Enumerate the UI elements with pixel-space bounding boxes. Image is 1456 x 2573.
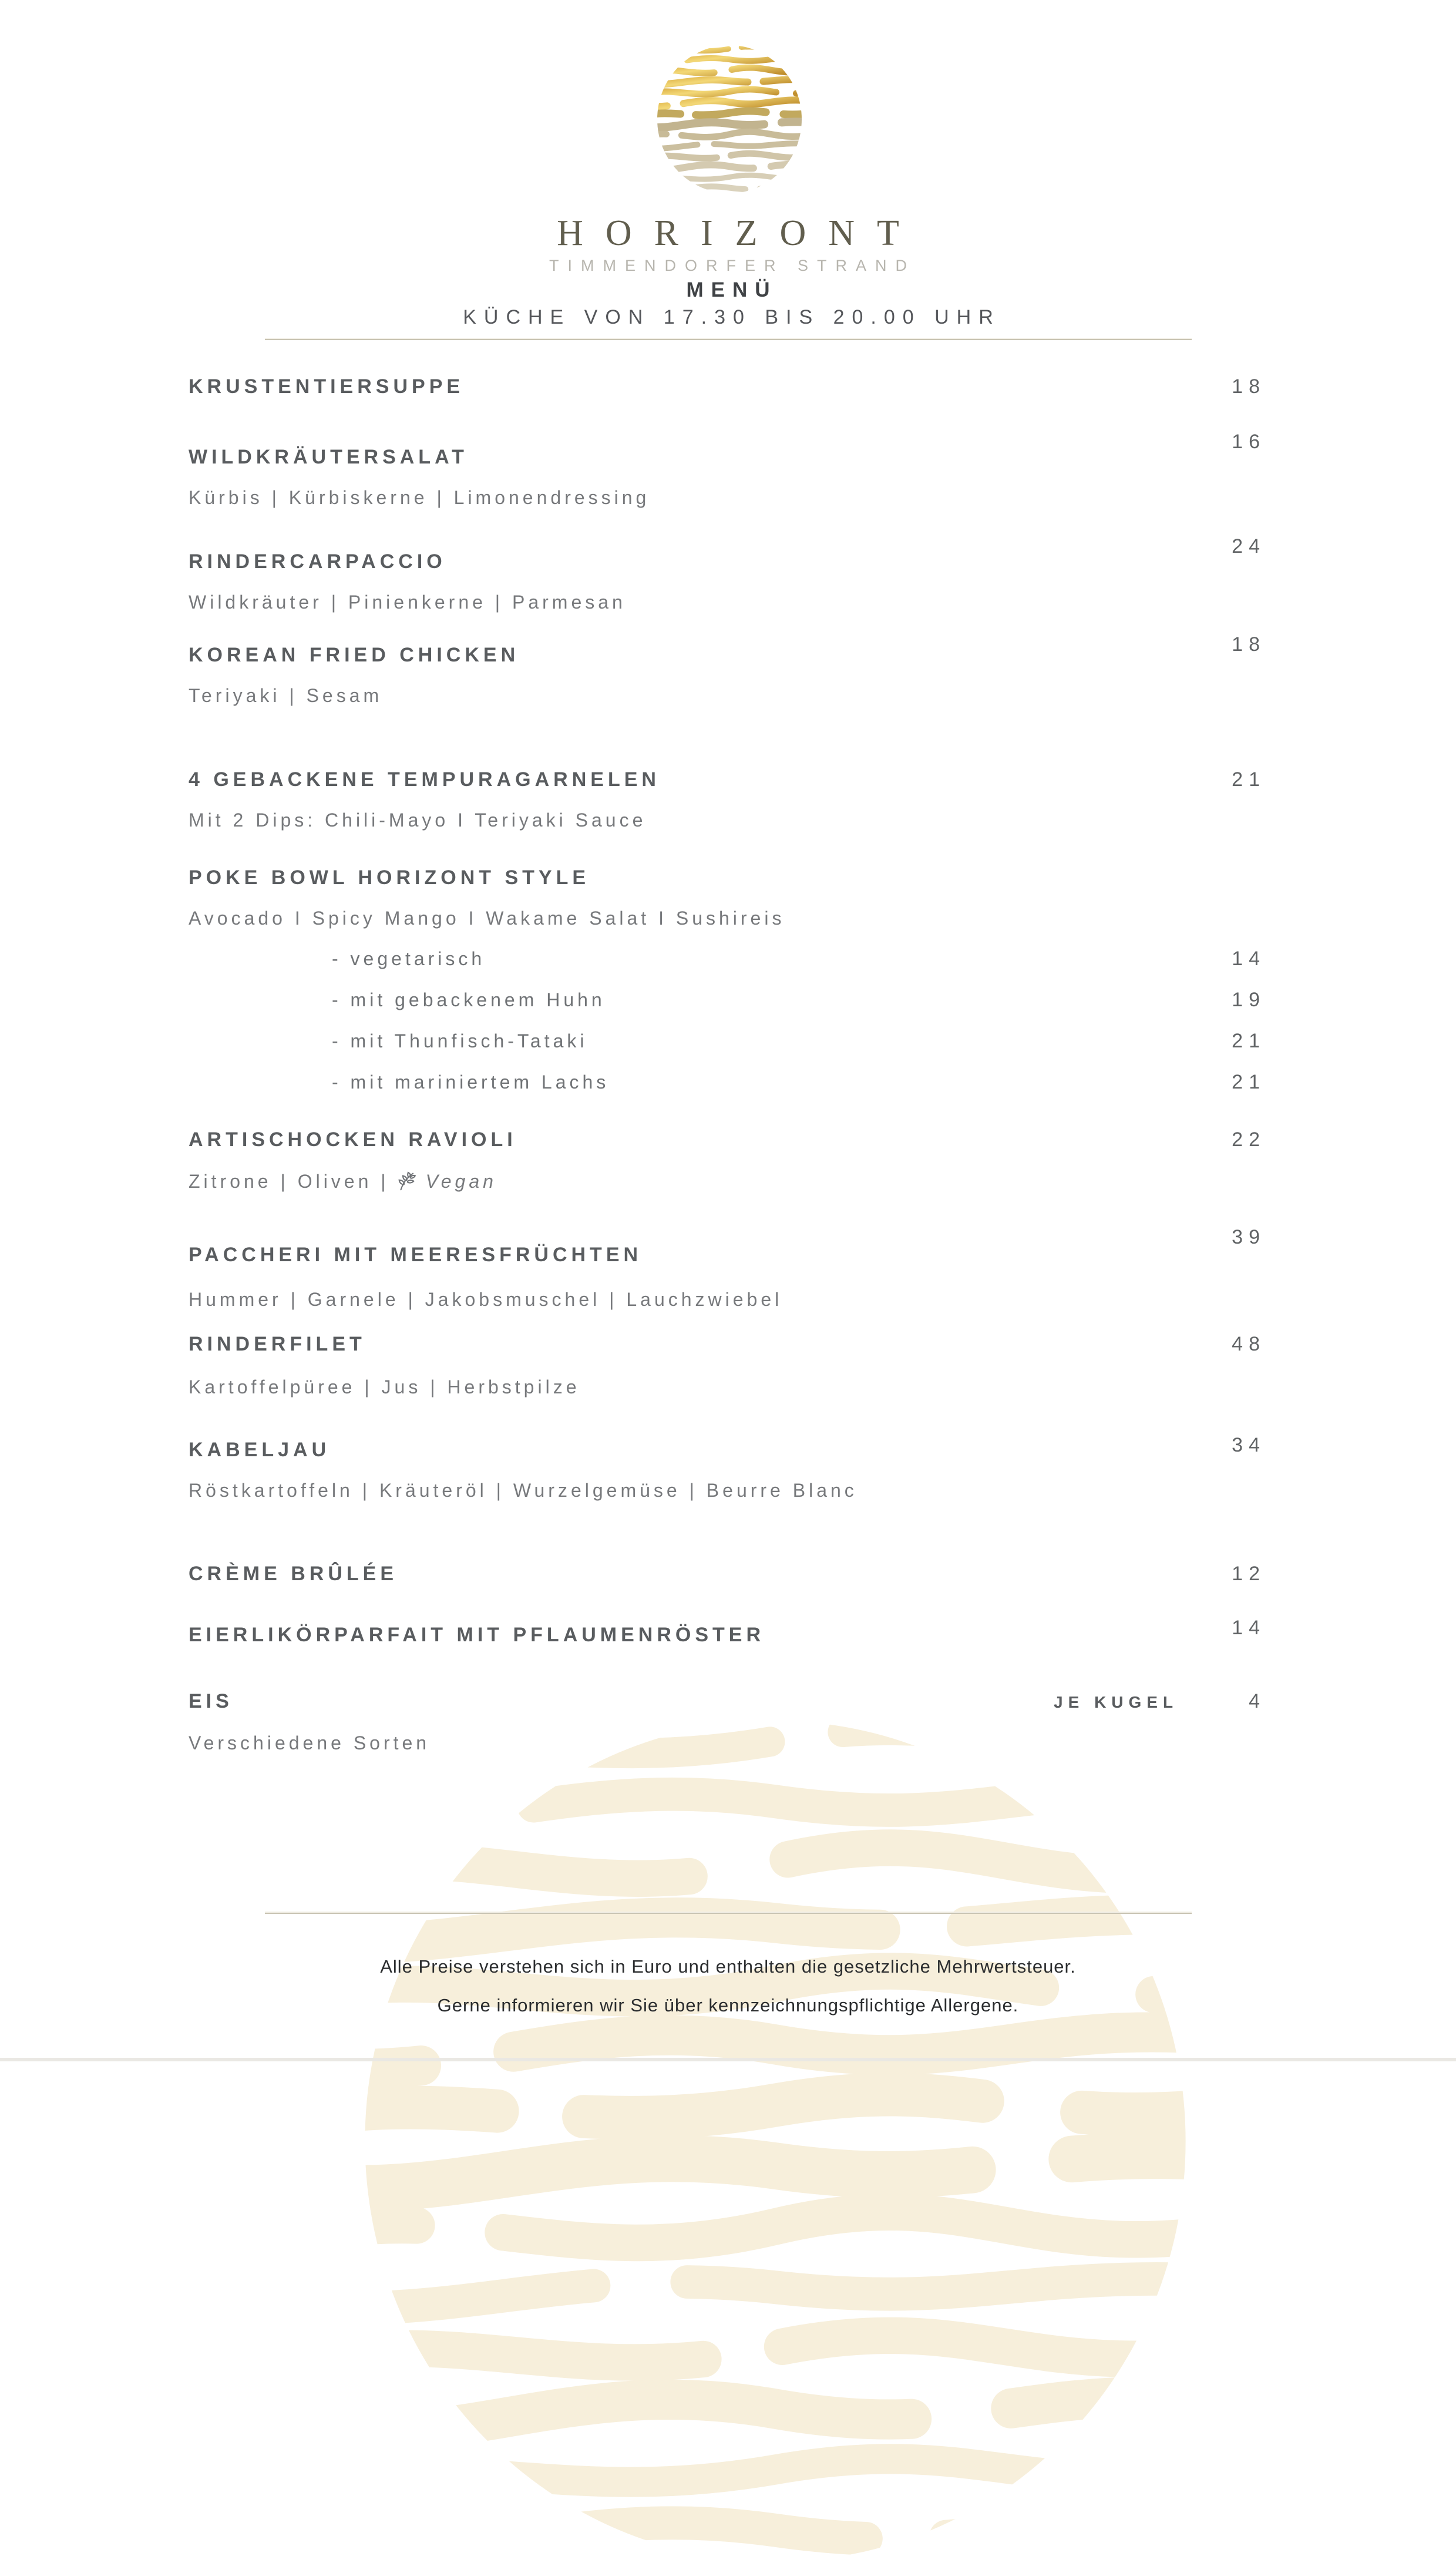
menu-item bbox=[189, 535, 1266, 614]
menu-item bbox=[189, 431, 1266, 510]
description-text: Kürbis | Kürbiskerne | Limonendressing bbox=[189, 487, 650, 508]
variant-price: 21 bbox=[1232, 1030, 1266, 1052]
menu-item-description bbox=[189, 906, 1260, 931]
menu-item-price: 4 bbox=[1249, 1690, 1266, 1712]
menu-item-description bbox=[189, 485, 1260, 510]
menu-item-variant bbox=[189, 946, 1266, 972]
menu-item-price: 39 bbox=[1232, 1226, 1266, 1248]
variant-price: 19 bbox=[1232, 989, 1266, 1011]
menu-item-name: EIERLIKÖRPARFAIT MIT PFLAUMENRÖSTER bbox=[189, 1624, 765, 1646]
menu-item-price: 34 bbox=[1232, 1434, 1266, 1456]
menu-item-description bbox=[189, 1169, 1260, 1194]
description-text: Avocado I Spicy Mango I Wakame Salat I Sushireis bbox=[189, 908, 785, 929]
footer-price-note: Alle Preise verstehen sich in Euro und enthalten die gesetzliche Mehrwertsteuer. bbox=[380, 1956, 1076, 1977]
brand-subtitle: TIMMENDORFER STRAND bbox=[549, 257, 916, 274]
description-text: Wildkräuter | Pinienkerne | Parmesan bbox=[189, 592, 626, 613]
horizont-logo-icon bbox=[656, 44, 803, 194]
menu-item-name: KOREAN FRIED CHICKEN bbox=[189, 644, 520, 666]
menu-item-price: 24 bbox=[1232, 535, 1266, 557]
description-text: Verschiedene Sorten bbox=[189, 1732, 431, 1754]
menu-item bbox=[189, 1561, 1266, 1587]
menu-item-description bbox=[189, 1731, 1260, 1755]
menu-item-price: 18 bbox=[1232, 375, 1266, 398]
menu-item-name: PACCHERI MIT MEERESFRÜCHTEN bbox=[189, 1244, 643, 1266]
header-divider bbox=[265, 338, 1192, 340]
menu-item-variant bbox=[189, 1028, 1266, 1054]
price-unit-label: JE KUGEL bbox=[1054, 1693, 1179, 1711]
menu-item bbox=[189, 767, 1266, 832]
description-text: Kartoffelpüree | Jus | Herbstpilze bbox=[189, 1376, 580, 1398]
kitchen-hours: KÜCHE VON 17.30 BIS 20.00 UHR bbox=[463, 306, 1001, 328]
menu-item-description bbox=[189, 1287, 1260, 1312]
menu-item-variant bbox=[189, 987, 1266, 1013]
menu-item bbox=[189, 1226, 1266, 1312]
menu-item-variant bbox=[189, 1069, 1266, 1095]
menu-item bbox=[189, 1617, 1266, 1648]
menu-item-name: EIS bbox=[189, 1690, 233, 1712]
menu-item bbox=[189, 1688, 1266, 1755]
menu-item-name: POKE BOWL HORIZONT STYLE bbox=[189, 866, 590, 889]
menu-item-price: 48 bbox=[1232, 1333, 1266, 1355]
menu-item-description bbox=[189, 1478, 1260, 1503]
menu-item-description bbox=[189, 1375, 1260, 1399]
menu-item-name: KRUSTENTIERSUPPE bbox=[189, 375, 465, 398]
menu-list bbox=[189, 370, 1266, 1755]
menu-item bbox=[189, 1331, 1266, 1399]
variant-price: 14 bbox=[1232, 948, 1266, 970]
brand-title: HORIZONT bbox=[557, 213, 922, 253]
variant-label: - mit mariniertem Lachs bbox=[332, 1071, 610, 1093]
menu-item-price: 21 bbox=[1232, 768, 1266, 791]
menu-item-name: RINDERFILET bbox=[189, 1333, 366, 1355]
menu-item-name: ARTISCHOCKEN RAVIOLI bbox=[189, 1128, 517, 1151]
description-text: Röstkartoffeln | Kräuteröl | Wurzelgemüse | Beurre Blanc bbox=[189, 1480, 858, 1501]
menu-item-price: 22 bbox=[1232, 1128, 1266, 1151]
description-text: Zitrone | Oliven | bbox=[189, 1171, 389, 1192]
variant-label: - mit gebackenem Huhn bbox=[332, 989, 606, 1010]
page-bottom-edge bbox=[0, 2058, 1456, 2061]
menu-item-price: 14 bbox=[1232, 1617, 1266, 1639]
menu-item bbox=[189, 1127, 1266, 1194]
menu-item bbox=[189, 374, 1266, 399]
menu-item-price: 12 bbox=[1232, 1563, 1266, 1585]
description-text: Teriyaki | Sesam bbox=[189, 685, 383, 706]
vegan-label: Vegan bbox=[425, 1171, 497, 1192]
variant-label: - vegetarisch bbox=[332, 948, 486, 969]
menu-item-description bbox=[189, 808, 1260, 832]
wave-watermark bbox=[358, 1712, 1192, 2570]
menu-item bbox=[189, 633, 1266, 708]
menu-item bbox=[189, 1434, 1266, 1503]
menu-heading: MENÜ bbox=[686, 278, 778, 301]
menu-item-name: 4 GEBACKENE TEMPURAGARNELEN bbox=[189, 768, 660, 791]
description-text: Mit 2 Dips: Chili-Mayo I Teriyaki Sauce bbox=[189, 809, 647, 831]
menu-item-name: CRÈME BRÛLÉE bbox=[189, 1563, 398, 1585]
vegan-leaf-icon bbox=[395, 1170, 418, 1193]
menu-item-price: 18 bbox=[1232, 633, 1266, 656]
menu-item-description bbox=[189, 683, 1260, 708]
footer-allergen-note: Gerne informieren wir Sie über kennzeichnungspflichtige Allergene. bbox=[437, 1995, 1019, 2016]
variant-price: 21 bbox=[1232, 1071, 1266, 1093]
menu-item-name: WILDKRÄUTERSALAT bbox=[189, 446, 468, 468]
menu-item-price: 16 bbox=[1232, 431, 1266, 453]
variant-label: - mit Thunfisch-Tataki bbox=[332, 1030, 588, 1052]
menu-item bbox=[189, 865, 1266, 1095]
menu-item-name: RINDERCARPACCIO bbox=[189, 550, 446, 573]
menu-item-description bbox=[189, 590, 1260, 614]
description-text: Hummer | Garnele | Jakobsmuschel | Lauchzwiebel bbox=[189, 1289, 783, 1310]
footer-divider bbox=[265, 1912, 1192, 1914]
menu-item-name: KABELJAU bbox=[189, 1439, 331, 1461]
